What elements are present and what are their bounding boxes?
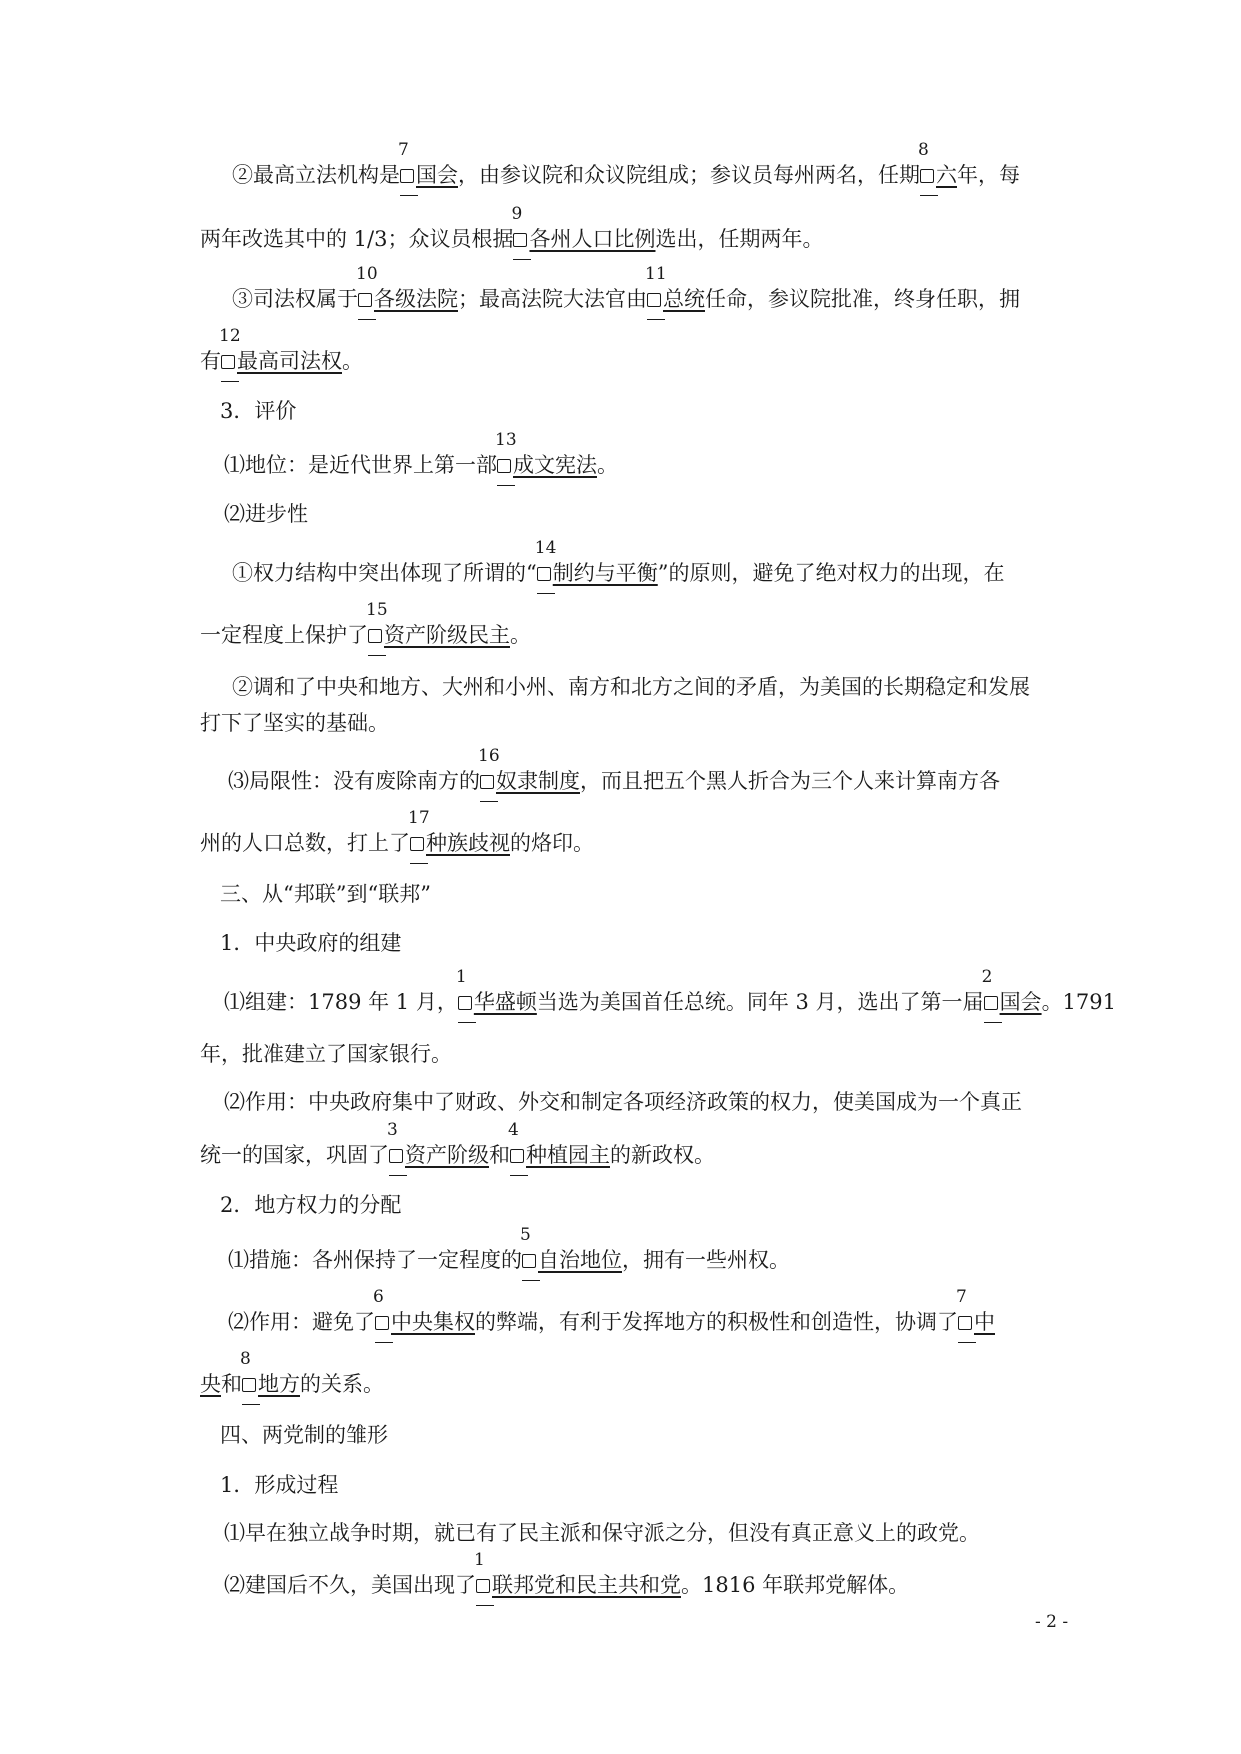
line-text: ⑴地位：是近代世界上第一部 [224,453,497,477]
fill-in-answer [373,1287,475,1334]
text-line [228,746,1000,796]
fill-in-answer [408,808,510,855]
blank-number: 2 [981,967,993,987]
text-line [200,708,389,738]
blank-underline [537,593,555,595]
fill-in-answer [478,746,580,793]
line-text: 年，每 [957,163,1020,187]
blank-underline [458,1022,476,1024]
line-text: ⑵进步性 [224,502,308,526]
answer-text: 奴隶制度 [496,769,580,793]
fill-in-answer [219,326,342,373]
fill-in-answer [455,967,537,1014]
blank-underline [984,1022,1002,1024]
blank-number: 1 [455,967,467,987]
blank-box-icon [920,169,934,183]
blank-box-icon [522,1254,536,1268]
text-line [224,1550,910,1600]
fill-in-answer [474,1550,681,1597]
blank-box-icon [375,1316,389,1330]
fill-in-answer [511,204,656,251]
line-text: ；最高法院大法官由 [458,287,647,311]
line-text: ③司法权属于 [232,287,358,311]
line-text: ，而且把五个黑人折合为三个人来计算南方各 [580,769,1000,793]
blank-underline [389,1175,407,1177]
blank-number: 7 [956,1287,967,1307]
line-text: 一定程度上保护了 [200,623,368,647]
fill-in-answer [508,1120,610,1167]
text-line [200,600,531,650]
blank-underline [480,801,498,803]
line-text: ⑶局限性：没有废除南方的 [228,769,480,793]
fill-in-answer [495,430,597,477]
page-number: - 2 - [1035,1612,1069,1632]
line-text: ，拥有一些州权。 [622,1248,790,1272]
blank-number: 17 [408,808,430,828]
blank-number: 7 [398,140,409,160]
answer-text: 资产阶级民主 [384,623,510,647]
answer-text: 资产阶级 [405,1143,489,1167]
text-line [224,1087,1022,1117]
blank-box-icon [242,1378,256,1392]
line-text: 有 [200,349,221,373]
line-text: ②调和了中央和地方、大州和小州、南方和北方之间的矛盾，为美国的长期稳定和发展 [232,675,1030,699]
fill-in-answer [645,264,705,311]
line-text: ①权力结构中突出体现了所谓的“ [232,561,537,585]
answer-text: 地方 [258,1372,300,1396]
line-text: 。1791 [1041,990,1117,1014]
blank-number: 13 [495,430,517,450]
answer-text: 各州人口比例 [529,227,656,251]
blank-underline [476,1605,494,1607]
answer-text: 自治地位 [538,1248,622,1272]
line-text: 当选为美国首任总统。同年 3 月，选出了第一届 [536,990,984,1014]
line-text: 三、从“邦联”到“联邦” [220,882,431,906]
line-text: 打下了坚实的基础。 [200,711,389,735]
answer-text: 各级法院 [374,287,458,311]
answer-text: 国会 [999,990,1042,1014]
blank-number: 15 [366,600,388,620]
fill-in-answer [956,1287,995,1334]
line-text: 四、两党制的雏形 [220,1423,388,1447]
blank-underline [958,1342,976,1344]
line-text: 州的人口总数，打上了 [200,831,410,855]
text-line [200,1349,384,1399]
answer-text: 中央集权 [391,1310,475,1334]
line-text: 。1816 年联邦党解体。 [681,1573,910,1597]
blank-number: 5 [520,1225,531,1245]
blank-number: 3 [387,1120,398,1140]
text-line [224,430,618,480]
blank-underline [400,195,418,197]
fill-in-answer [520,1225,622,1272]
blank-underline [358,319,376,321]
blank-number: 16 [478,746,500,766]
line-text: 统一的国家，巩固了 [200,1143,389,1167]
fill-in-answer [387,1120,489,1167]
answer-text: 中 [974,1310,995,1334]
section-heading [220,1420,388,1450]
blank-box-icon [400,169,414,183]
line-text: 两年改选其中的 1/3；众议员根据 [200,227,514,251]
text-line [232,672,1030,702]
blank-number: 14 [534,538,557,558]
blank-box-icon [410,837,424,851]
line-text: ⑴早在独立战争时期，就已有了民主派和保守派之分，但没有真正意义上的政党。 [224,1521,980,1545]
blank-number: 10 [356,264,378,284]
line-text: 。 [510,623,531,647]
text-line [224,967,1117,1017]
blank-underline [368,655,386,657]
line-text: ⑵建国后不久，美国出现了 [224,1573,476,1597]
blank-underline [920,195,938,197]
blank-box-icon [984,996,998,1010]
line-text: ⑵作用：避免了 [228,1310,375,1334]
line-text: 和 [221,1372,242,1396]
blank-underline [513,259,531,261]
answer-text: 国会 [416,163,458,187]
line-text: 1．形成过程 [220,1473,339,1497]
section-heading [220,1470,338,1500]
blank-underline [221,381,239,383]
answer-text: 种植园主 [526,1143,610,1167]
fill-in-answer [534,538,658,585]
section-heading [220,928,401,958]
line-text: 3．评价 [220,399,297,423]
fill-in-answer [918,140,957,187]
line-text: ②最高立法机构是 [232,163,400,187]
answer-text: 华盛顿 [473,990,537,1014]
line-text: 2．地方权力的分配 [220,1193,402,1217]
blank-number: 4 [508,1120,519,1140]
section-heading [220,1190,401,1220]
blank-box-icon [458,996,472,1010]
blank-box-icon [476,1579,490,1593]
blank-underline [647,319,665,321]
line-text: ⑵作用：中央政府集中了财政、外交和制定各项经济政策的权力，使美国成为一个真正 [224,1090,1022,1114]
blank-box-icon [497,459,511,473]
blank-box-icon [389,1149,403,1163]
line-text: 的新政权。 [610,1143,715,1167]
blank-number: 1 [474,1550,485,1570]
section-heading [220,396,296,426]
text-line [232,264,1020,314]
blank-number: 11 [645,264,667,284]
fill-in-answer [981,967,1042,1014]
text-line [224,1518,980,1548]
line-text: 和 [489,1143,510,1167]
fill-in-answer [366,600,510,647]
blank-box-icon [537,567,551,581]
line-text: 1．中央政府的组建 [220,931,402,955]
fill-in-answer [240,1349,300,1396]
blank-underline [410,863,428,865]
blank-number: 8 [918,140,929,160]
blank-box-icon [958,1316,972,1330]
blank-underline [510,1175,528,1177]
text-line [232,538,1005,588]
blank-number: 12 [219,326,241,346]
fill-in-answer [398,140,458,187]
blank-box-icon [368,629,382,643]
blank-box-icon [647,293,661,307]
blank-box-icon [480,775,494,789]
text-line [200,808,594,858]
line-text: ⑴组建：1789 年 1 月， [224,990,458,1014]
text-line [200,204,824,254]
line-text: 任命，参议院批准，终身任职，拥 [705,287,1020,311]
blank-box-icon [513,233,527,247]
line-text: 。 [597,453,618,477]
answer-text: 制约与平衡 [552,561,658,585]
text-line [200,326,363,376]
answer-text: 央 [200,1372,221,1396]
line-text: 选出，任期两年。 [655,227,824,251]
line-text: 的弊端，有利于发挥地方的积极性和创造性，协调了 [475,1310,958,1334]
blank-underline [497,485,515,487]
blank-number: 6 [373,1287,384,1307]
blank-underline [375,1342,393,1344]
text-line [232,140,1020,190]
answer-text: 总统 [663,287,705,311]
line-text: ⑴措施：各州保持了一定程度的 [228,1248,522,1272]
text-line [224,499,308,529]
blank-box-icon [510,1149,524,1163]
blank-box-icon [358,293,372,307]
blank-number: 9 [511,204,523,224]
answer-text: 六 [936,163,957,187]
section-heading [220,879,431,909]
answer-text: 成文宪法 [513,453,597,477]
text-line [228,1287,995,1337]
line-text: 的烙印。 [510,831,594,855]
blank-box-icon [221,355,235,369]
line-text: 年，批准建立了国家银行。 [200,1042,452,1066]
line-text: ”的原则，避免了绝对权力的出现，在 [657,561,1005,585]
blank-underline [242,1404,260,1406]
text-line [200,1039,452,1069]
line-text: 。 [342,349,363,373]
fill-in-answer [356,264,458,311]
line-text: 的关系。 [300,1372,384,1396]
answer-text: 最高司法权 [237,349,342,373]
blank-underline [522,1280,540,1282]
line-text: ，由参议院和众议院组成；参议员每州两名，任期 [458,163,920,187]
blank-number: 8 [240,1349,251,1369]
text-line [228,1225,790,1275]
answer-text: 种族歧视 [426,831,510,855]
text-line [200,1120,715,1170]
answer-text: 联邦党和民主共和党 [492,1573,681,1597]
